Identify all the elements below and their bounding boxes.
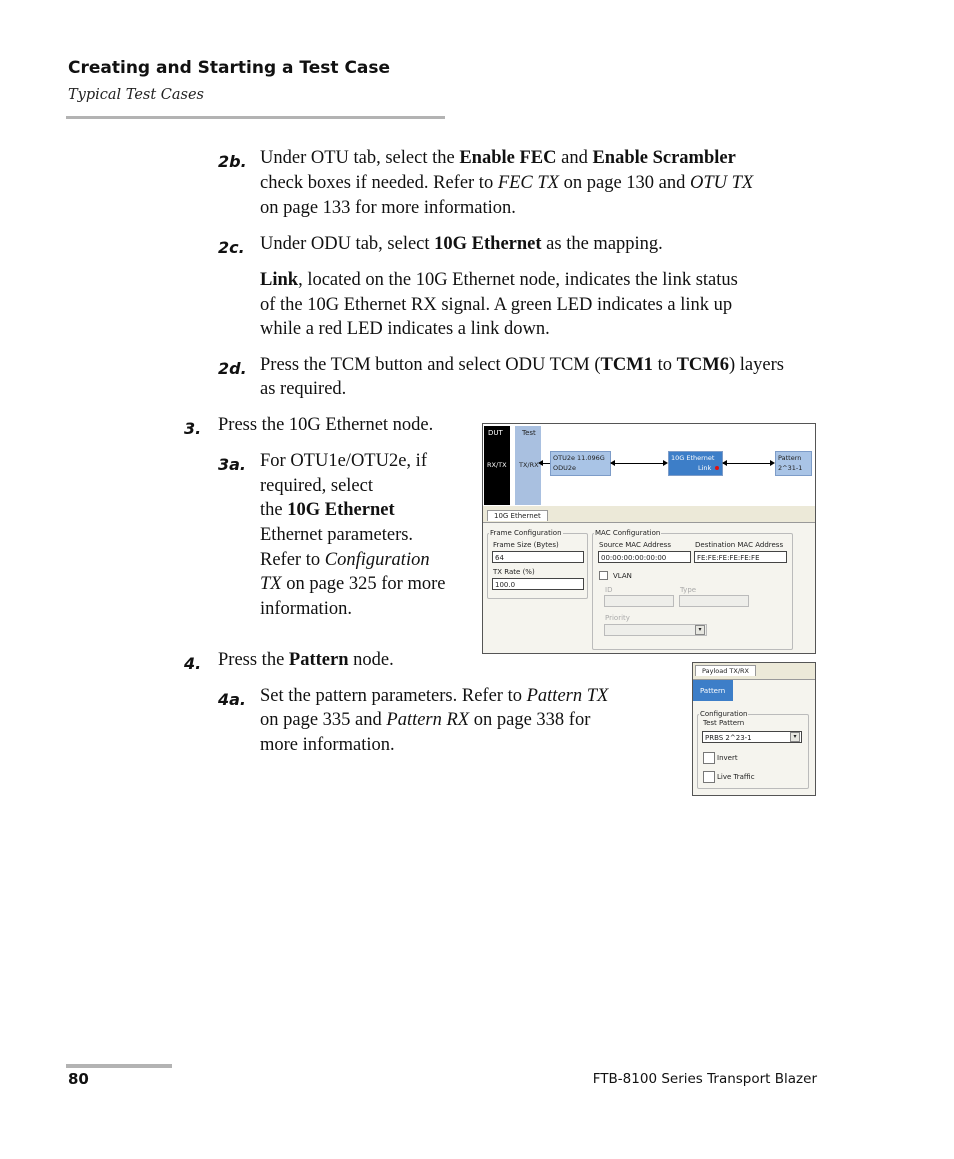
frame-config-label: Frame Configuration [490,529,562,537]
link-arrow-icon [722,460,727,466]
link-wire [611,463,666,464]
pattern-side-button[interactable] [693,680,733,701]
frame-size-field[interactable]: 64 [492,551,584,563]
vlan-id-field[interactable] [604,595,674,607]
link-arrow-icon [610,460,615,466]
step-text-line: required, select [260,476,373,496]
header-rule [66,116,445,119]
pattern-side-label: Pattern [700,687,726,695]
vlan-type-field[interactable] [679,595,749,607]
test-pattern-dropdown[interactable]: PRBS 2^23-1 [702,731,802,743]
section-title: Creating and Starting a Test Case [68,58,391,78]
frame-size-label: Frame Size (Bytes) [493,541,559,549]
step-number: 4. [184,654,202,673]
step-text-line: For OTU1e/OTU2e, if [260,451,427,471]
dut-port-label: RX/TX [487,461,507,469]
otu-node-rate: OTU2e 11.096G [553,454,605,462]
mac-config-label: MAC Configuration [595,529,661,537]
step-number: 2d. [218,359,247,378]
pattern-node-label: Pattern [778,454,802,462]
step-note-line: of the 10G Ethernet RX signal. A green LED indicates a link up [260,295,733,315]
pattern-node-value: 2^31-1 [778,464,803,472]
test-topology-area [483,424,815,506]
configuration-label: Configuration [700,710,748,718]
destination-mac-field[interactable]: FE:FE:FE:FE:FE:FE [694,551,787,563]
tx-rate-field[interactable]: 100.0 [492,578,584,590]
pattern-config-screenshot [692,662,816,796]
step-text-line: Press the 10G Ethernet node. [218,415,434,435]
priority-label: Priority [605,614,630,622]
otu-node-odu: ODU2e [553,464,577,472]
step-text-line: as required. [260,379,347,399]
tx-rate-label: TX Rate (%) [493,568,535,576]
product-name: FTB-8100 Series Transport Blazer [592,1071,817,1087]
chevron-down-icon[interactable]: ▾ [695,625,705,635]
section-subtitle: Typical Test Cases [68,87,205,103]
step-text-line: TX on page 325 for more [260,574,446,594]
step-number: 3. [184,419,202,438]
link-label: Link [698,464,712,472]
ethernet-panel [483,522,815,654]
dut-column [484,426,510,505]
chevron-down-icon[interactable]: ▾ [790,732,800,742]
step-text-line: Press the TCM button and select ODU TCM (TCM1 to TCM6) layers [260,355,784,375]
step-number: 2b. [218,152,247,171]
step-text-line: Refer to Configuration [260,550,430,570]
vlan-label: VLAN [613,572,632,580]
source-mac-label: Source MAC Address [599,541,671,549]
live-traffic-label: Live Traffic [717,773,755,781]
source-mac-field[interactable]: 00:00:00:00:00:00 [598,551,691,563]
step-text-line: the 10G Ethernet [260,500,395,520]
step-text-line: on page 335 and Pattern RX on page 338 for [260,710,591,730]
pattern-node[interactable] [775,451,812,476]
step-number: 2c. [218,238,245,257]
footer-rule [66,1064,172,1068]
step-text-line: check boxes if needed. Refer to FEC TX on page 130 and OTU TX [260,173,754,193]
step-note-line: Link, located on the 10G Ethernet node, indicates the link status [260,270,738,290]
vlan-checkbox[interactable] [599,571,608,580]
destination-mac-label: Destination MAC Address [695,541,784,549]
ethernet-config-screenshot [482,423,816,654]
vlan-id-label: ID [605,586,613,594]
step-text-line: Press the Pattern node. [218,650,394,670]
live-traffic-checkbox[interactable] [703,771,715,783]
step-text-line: more information. [260,735,395,755]
test-label: Test [522,429,536,437]
page-number: 80 [68,1070,89,1088]
test-port-label: TX/RX [519,461,539,469]
link-led-icon [715,466,719,470]
step-text-line: Under ODU tab, select 10G Ethernet as the mapping. [260,234,663,254]
tab-10g-ethernet[interactable]: 10G Ethernet [487,510,548,521]
vlan-type-label: Type [680,586,697,594]
otu-node[interactable] [550,451,611,476]
step-text-line: Ethernet parameters. [260,525,414,545]
pattern-panel [693,679,815,796]
step-number: 4a. [218,690,247,709]
step-note-line: while a red LED indicates a link down. [260,319,550,339]
step-number: 3a. [218,455,247,474]
priority-dropdown[interactable] [604,624,707,636]
step-text-line: Set the pattern parameters. Refer to Pattern TX [260,686,609,706]
step-text-line: Under OTU tab, select the Enable FEC and Enable Scrambler [260,148,736,168]
step-text-line: on page 133 for more information. [260,198,516,218]
step-text-line: information. [260,599,352,619]
ethernet-node[interactable] [668,451,723,476]
test-pattern-label: Test Pattern [703,719,745,727]
ethernet-node-label: 10G Ethernet [671,454,715,462]
link-wire [723,463,773,464]
dut-label: DUT [488,429,503,437]
invert-label: Invert [717,754,738,762]
invert-checkbox[interactable] [703,752,715,764]
tab-payload-txrx[interactable]: Payload TX/RX [695,665,756,676]
